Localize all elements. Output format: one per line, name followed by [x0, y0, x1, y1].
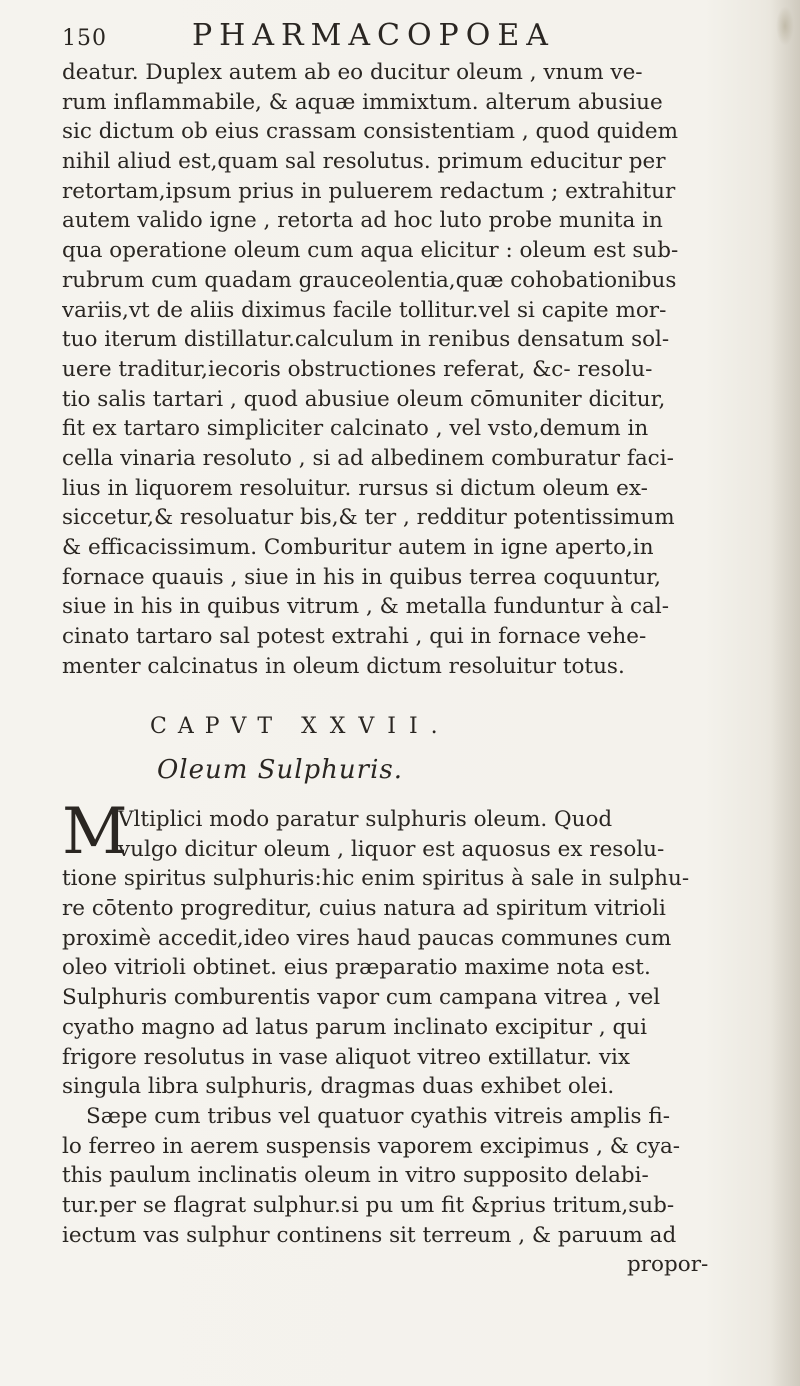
text-line: frigore resolutus in vase aliquot vitreo extillatur. vix — [62, 1044, 631, 1070]
page-header — [62, 18, 762, 58]
text-line: qua operatione oleum cum aqua elicitur : oleum est sub- — [62, 238, 679, 264]
running-head: PHARMACOPOEA — [192, 18, 555, 53]
text-line: siccetur,& resoluatur bis,& ter , redditur potentissimum — [62, 505, 675, 531]
text-line: & efficacissimum. Comburitur autem in igne aperto,in — [62, 535, 654, 560]
chapter-number: XXVII. — [301, 714, 451, 739]
text-line: fornace quauis , siue in his in quibus terrea coquuntur, — [62, 564, 661, 590]
text-line: oleo vitrioli obtinet. eius præparatio maxime nota est. — [62, 955, 651, 981]
catchword: propor- — [627, 1252, 709, 1278]
text-line: Sulphuris comburentis vapor cum campana vitrea , vel — [62, 985, 661, 1011]
text-line: menter calcinatus in oleum dictum resoluitur totus. — [62, 653, 625, 679]
text-line: vulgo dicitur oleum , liquor est aquosus ex resolu- — [118, 836, 665, 862]
text-line: deatur. Duplex autem ab eo ducitur oleum , vnum ve- — [62, 60, 643, 85]
body-text-bottom — [62, 795, 782, 1280]
text-line: tione spiritus sulphuris:hic enim spiritus à sale in sulphu- — [62, 866, 690, 892]
text-line: siue in his in quibus vitrum , & metalla funduntur à cal- — [62, 594, 669, 620]
text-line: cinato tartaro sal potest extrahi , qui in fornace vehe- — [62, 624, 647, 650]
text-line: tio salis tartari , quod abusiue oleum cōmuniter dicitur, — [62, 386, 666, 412]
page-number: 150 — [62, 26, 107, 51]
text-line: uere traditur,iecoris obstructiones referat, &c- resolu- — [62, 356, 653, 382]
text-line: fit ex tartaro simpliciter calcinato , vel vsto,demum in — [62, 416, 649, 442]
text-line: singula libra sulphuris, dragmas duas exhibet olei. — [62, 1074, 615, 1100]
chapter-label: CAPVT — [150, 714, 284, 739]
text-line: Vltiplici modo paratur sulphuris oleum. Quod — [118, 807, 613, 832]
text-line: re cōtento progreditur, cuius natura ad spiritum vitrioli — [62, 896, 666, 922]
chapter-heading — [150, 714, 451, 739]
text-line: sic dictum ob eius crassam consistentiam , quod quidem — [62, 119, 678, 145]
text-line: nihil aliud est,quam sal resolutus. primum educitur per — [62, 149, 666, 175]
text-line: cyatho magno ad latus parum inclinato excipitur , qui — [62, 1014, 648, 1040]
text-line: autem valido igne , retorta ad hoc luto probe munita in — [62, 208, 663, 234]
text-line: cella vinaria resoluto , si ad albedinem comburatur faci- — [62, 445, 674, 471]
text-line: iectum vas sulphur continens sit terreum , & paruum ad — [62, 1222, 677, 1248]
text-line: lo ferreo in aerem suspensis vaporem excipimus , & cya- — [62, 1133, 681, 1159]
text-line: tuo iterum distillatur.calculum in renibus densatum sol- — [62, 327, 670, 353]
text-line: Sæpe cum tribus vel quatuor cyathis vitreis amplis fi- — [86, 1103, 671, 1129]
section-title: Oleum Sulphuris. — [156, 755, 404, 785]
text-line: this paulum inclinatis oleum in vitro supposito delabi- — [62, 1163, 649, 1189]
text-line: rum inflammabile, & aquæ immixtum. alterum abusiue — [62, 89, 663, 115]
text-line: retortam,ipsum prius in puluerem redactum ; extrahitur — [62, 178, 676, 204]
text-line: lius in liquorem resoluitur. rursus si dictum oleum ex- — [62, 475, 648, 501]
text-line: tur.per se flagrat sulphur.si pu um fit &prius tritum,sub- — [62, 1192, 675, 1218]
text-line: proximè accedit,ideo vires haud paucas communes cum — [62, 925, 672, 951]
drop-cap: M — [62, 795, 128, 869]
body-text-top — [62, 58, 782, 681]
text-line: rubrum cum quadam grauceolentia,quæ cohobationibus — [62, 267, 677, 293]
text-line: variis,vt de aliis diximus facile tollitur.vel si capite mor- — [62, 297, 667, 323]
